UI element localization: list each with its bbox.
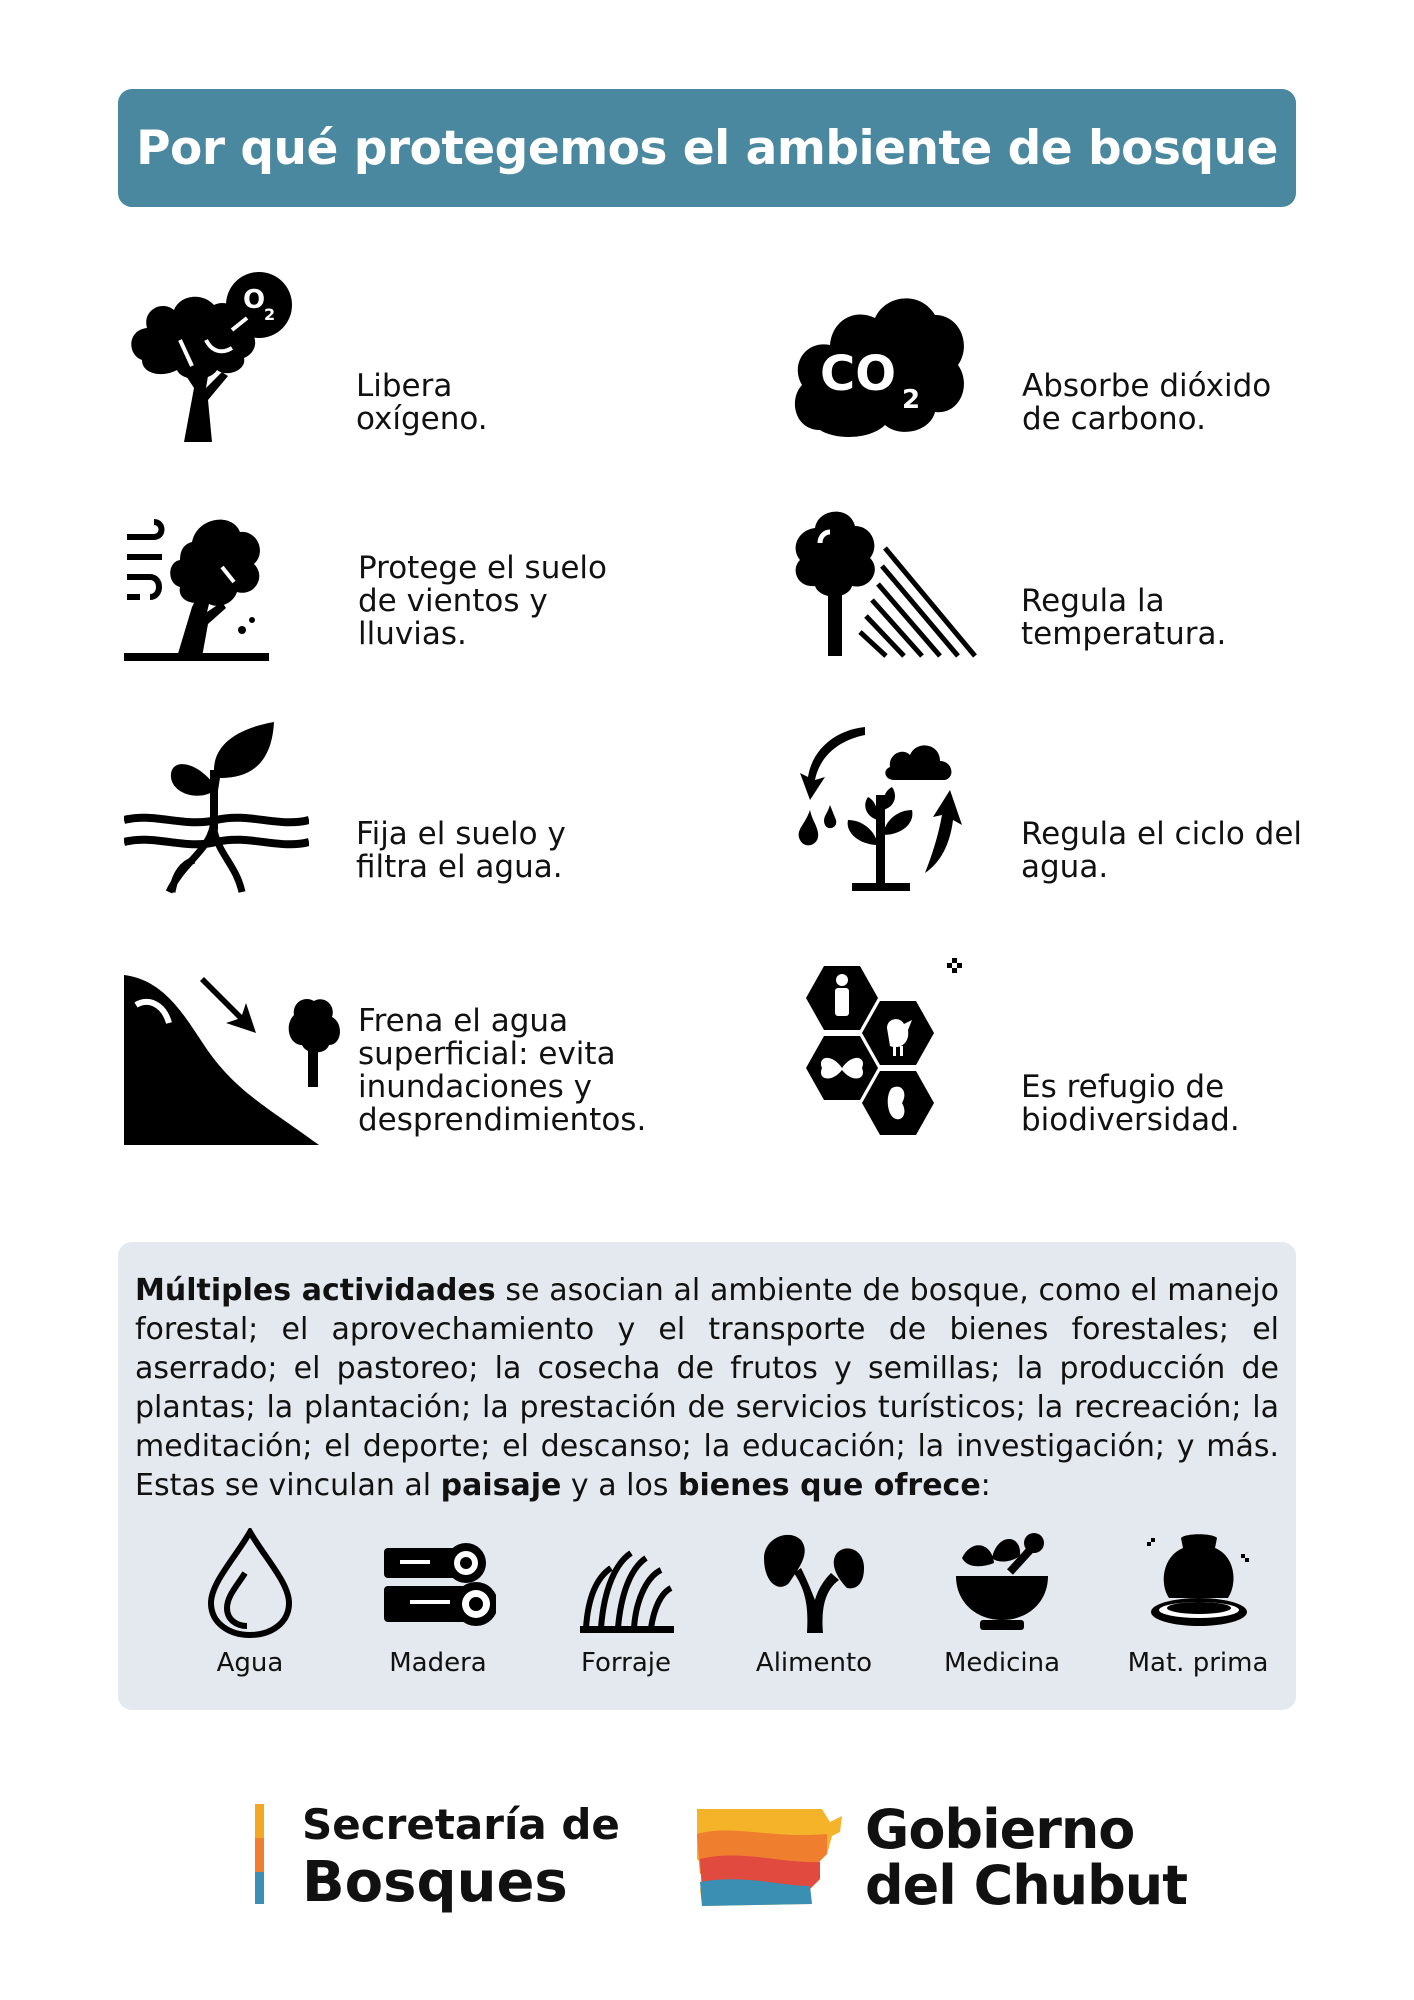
benefit-text-water-cycle: Regula el ciclo del agua. [1021,816,1303,885]
gobierno-line1: Gobierno [865,1798,1135,1861]
good-medicine [922,1528,1082,1678]
svg-text:O: O [243,285,266,315]
good-forage [546,1528,706,1678]
good-wood [358,1528,518,1678]
activities-panel [118,1242,1296,1710]
good-label-food: Alimento [755,1648,873,1678]
secretaria-logo [255,1800,655,1915]
activities-paragraph: Múltiples actividades se asocian al ambiente de bosque, como el manejo forestal; el aprovechamiento y el transporte de bienes forestales; el aserrado; el pastoreo; la cosecha de frutos y semillas; la producción de plantas; la plantación; la prestación de servicios turísticos; la recreación; la meditación; el deporte; el descanso; la educación; la investigación; y más. Estas se vinculan al paisaje y a los bienes que ofrece: [135,1273,1279,1503]
mushroom-icon [759,1528,869,1638]
good-label-water: Agua [216,1648,284,1678]
good-label-forage: Forraje [580,1648,671,1678]
benefit-text-biodiversity: Es refugio de biodiversidad. [1021,1069,1240,1138]
mortar-pestle-icon [952,1528,1052,1638]
gobierno-logo [692,1796,1188,1917]
svg-text:CO: CO [820,346,897,402]
svg-text:2: 2 [264,305,276,324]
svg-text:2: 2 [902,385,921,415]
co2-cloud-icon [790,290,970,440]
good-raw-material [1118,1528,1278,1678]
goods-row [118,1528,1296,1678]
tree-shade-icon [790,508,980,658]
good-water [170,1528,330,1678]
good-label-medicine: Medicina [943,1648,1061,1678]
page-title: Por qué protegemos el ambiente de bosque [136,120,1278,176]
benefit-text-oxygen: Libera oxígeno. [356,368,488,437]
water-drop-icon [205,1528,295,1638]
benefit-text-soil: Protege el suelo de vientos y lluvias. [358,550,607,652]
benefit-text-temperature: Regula la temperatura. [1021,583,1227,652]
benefit-text-runoff: Frena el agua superficial: evita inundaciones y desprendimientos. [358,1003,647,1138]
secretaria-line2: Bosques [302,1850,568,1915]
biodiversity-hexagons-icon [782,958,972,1163]
gobierno-line2: del Chubut [865,1854,1188,1917]
good-food [734,1528,894,1678]
secretaria-line1: Secretaría de [302,1800,620,1849]
logs-icon [380,1528,496,1638]
good-label-raw-material: Mat. prima [1127,1648,1269,1678]
sprout-roots-icon [124,720,309,895]
benefit-text-co2: Absorbe dióxido de carbono. [1022,368,1272,437]
chubut-emblem-icon [692,1804,852,1914]
water-cycle-icon [790,725,970,895]
clay-pot-icon [1143,1528,1253,1638]
tree-oxygen-icon [122,270,297,445]
benefit-text-filter: Fija el suelo y filtra el agua. [356,816,566,885]
grass-icon [576,1528,676,1638]
slope-runoff-icon [124,975,349,1145]
brand-stripe [255,1804,264,1904]
good-label-wood: Madera [389,1648,487,1678]
wind-tree-icon [122,512,272,662]
title-banner [118,89,1296,207]
